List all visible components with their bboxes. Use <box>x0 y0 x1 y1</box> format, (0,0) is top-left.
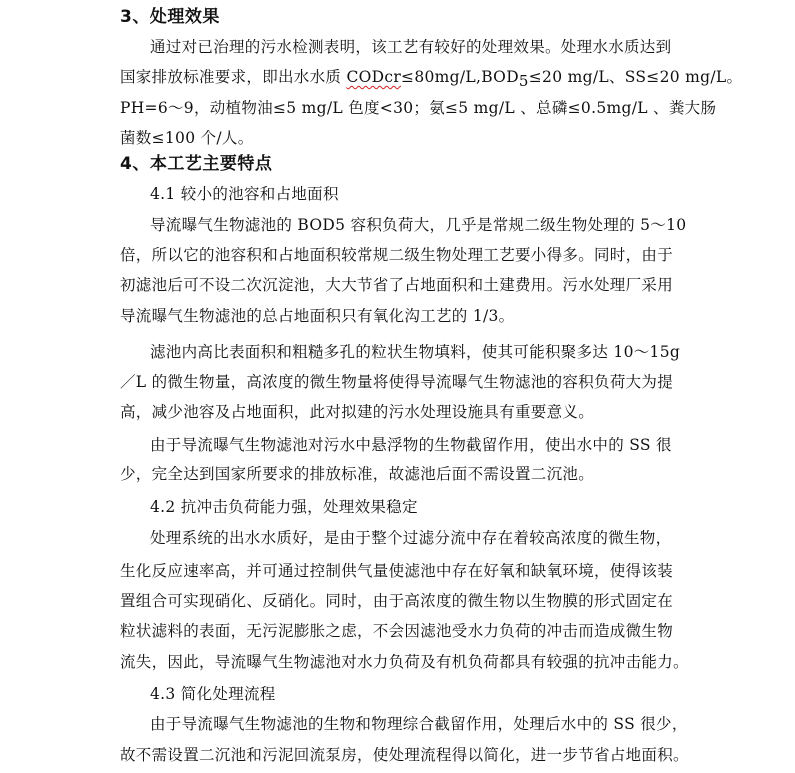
paragraph-line: 置组合可实现硝化、反硝化。同时，由于高浓度的微生物以生物膜的形式固定在 <box>120 592 674 610</box>
paragraph-line: 菌数≤100 个/人。 <box>120 129 254 147</box>
paragraph-line: 少，完全达到国家所要求的排放标准，故滤池后面不需设置二沉池。 <box>120 465 595 483</box>
paragraph-line: 处理系统的出水水质好，是由于整个过滤分流中存在着较高浓度的微生物， <box>150 529 672 547</box>
subsection-title: 4.2 抗冲击负荷能力强，处理效果稳定 <box>150 498 418 516</box>
paragraph-line: 由于导流曝气生物滤池的生物和物理综合截留作用，处理后水中的 SS 很少， <box>150 715 688 733</box>
paragraph-line: 导流曝气生物滤池的 BOD5 容积负荷大，几乎是常规二级生物处理的 5～10 <box>150 216 687 234</box>
paragraph-line: 生化反应速率高，并可通过控制供气量使滤池中存在好氧和缺氧环境，使得该装 <box>120 562 674 580</box>
spellcheck-flagged-term: CODcr <box>346 68 402 86</box>
subsection-title: 4.1 较小的池容和占地面积 <box>150 185 339 203</box>
paragraph-line: ／L 的微生物量，高浓度的微生物量将使得导流曝气生物滤池的容积负荷大为提 <box>120 373 674 391</box>
section-heading-3: 3、处理效果 <box>120 7 220 27</box>
paragraph-line: PH=6～9，动植物油≤5 mg/L 色度<30；氨≤5 mg/L 、总磷≤0.5mg/L 、粪大肠 <box>120 99 717 117</box>
paragraph-line: 故不需设置二沉池和污泥回流泵房，使处理流程得以简化，进一步节省占地面积。 <box>120 746 689 764</box>
paragraph-line: 通过对已治理的污水检测表明，该工艺有较好的处理效果。处理水水质达到 <box>150 38 672 56</box>
paragraph-line: 粒状滤料的表面，无污泥膨胀之虑，不会因滤池受水力负荷的冲击而造成微生物 <box>120 622 674 640</box>
subscript: 5 <box>518 72 529 91</box>
paragraph-line <box>120 66 742 92</box>
line-text: ≤20 mg/L、SS≤20 mg/L。 <box>528 68 743 86</box>
paragraph-line: 导流曝气生物滤池的总占地面积只有氧化沟工艺的 1/3。 <box>120 307 515 325</box>
paragraph-line: 滤池内高比表面积和粗糙多孔的粒状生物填料，使其可能积聚多达 10～15g <box>150 343 681 361</box>
line-text: 国家排放标准要求，即出水水质 <box>120 68 347 86</box>
paragraph-line: 高，减少池容及占地面积，此对拟建的污水处理设施具有重要意义。 <box>120 403 595 421</box>
section-heading-4: 4、本工艺主要特点 <box>120 154 273 174</box>
paragraph-line: 倍，所以它的池容积和占地面积较常规二级生物处理工艺要小得多。同时，由于 <box>120 246 674 264</box>
subsection-title: 4.3 简化处理流程 <box>150 685 276 703</box>
paragraph-line: 流失，因此，导流曝气生物滤池对水力负荷及有机负荷都具有较强的抗冲击能力。 <box>120 653 689 671</box>
paragraph-line: 由于导流曝气生物滤池对污水中悬浮物的生物截留作用，使出水中的 SS 很 <box>150 436 672 454</box>
paragraph-line: 初滤池后可不设二次沉淀池，大大节省了占地面积和土建费用。污水处理厂采用 <box>120 276 674 294</box>
line-text: ≤80mg/L,BOD <box>401 68 519 86</box>
